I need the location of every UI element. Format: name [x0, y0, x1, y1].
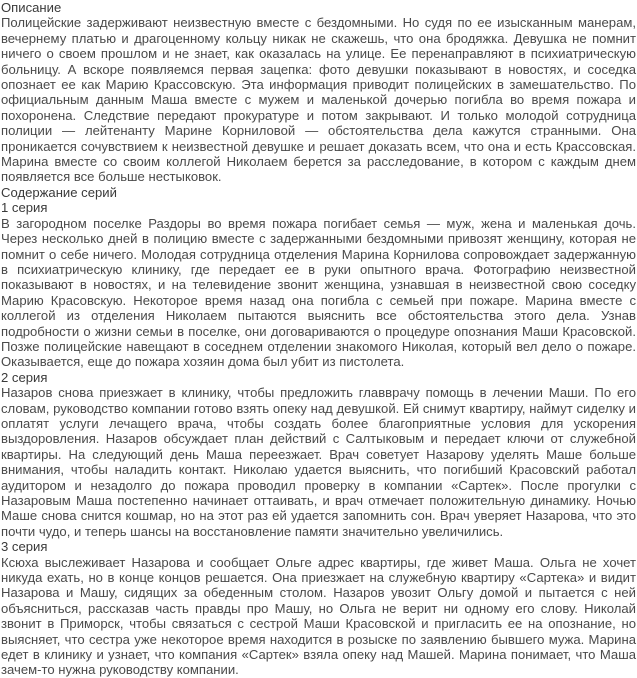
episode-text: Ксюха выслеживает Назарова и сообщает Ольге адрес квартиры, где живет Маша. Ольга не хочет никуда ехать, но в конце концов решается. Она приезжает на служебную квартиру «Сартека» и видит Назарова и Машу, сидящих за обеденным столом. Назаров увозит Ольгу домой и пытается с ней объясниться, рассказав часть правды про Машу, но Ольга не верит ни одному его слову. Николай звонит в Приморск, чтобы связаться с сестрой Маши Красовской и пригласить ее на опознание, но выясняет, что сестра уже некоторое время находится в розыске по заявлению бывшего мужа. Марина едет в клинику и узнает, что компания «Сартек» взяла опеку над Машей. Марина понимает, что Маша зачем-то нужна руководству компании.: [1, 554, 636, 678]
episode-title: 1 серия: [1, 200, 48, 216]
episode-title: 2 серия: [1, 369, 48, 385]
episodes-heading: Содержание серий: [1, 184, 117, 200]
episode-text: В загородном поселке Раздоры во время пожара погибает семья — муж, жена и маленькая дочь. Через несколько дней в полицию вместе с задержанными бездомными привозят женщину, которая не помнит о себе ничего. Молодая сотрудница отделения Марина Корнилова сопровождает задержанную в психиатрическую клинику, где передает ее в руки опытного врача. Фотографию неизвестной показывают в новостях, и на телевидение звонит женщина, узнавшая в неизвестной свою соседку Марию Красовскую. Некоторое время назад она погибла с семьей при пожаре. Марина вместе с коллегой из отделения Николаем пытаются выяснить все обстоятельства этого дела. Узнав подробности о жизни семьи в поселке, они договариваются о процедуре опознания Маши Красовской. Позже полицейские навещают в соседнем отделении знакомого Николая, который вел дело о пожаре. Оказывается, еще до пожара хозяин дома был убит из пистолета.: [1, 215, 636, 370]
episode-1: [1, 200, 636, 369]
episode-text: Назаров снова приезжает в клинику, чтобы предложить главврачу помощь в лечении Маши. По его словам, руководство компании готово взять опеку над девушкой. Ей снимут квартиру, наймут сиделку и оплатят услуги лечащего врача, чтобы создать более благоприятные условия для ускорения выздоровления. Назаров обсуждает план действий с Салтыковым и передает ключи от служебной квартиры. На следующий день Маша переезжает. Врач советует Назарову уделять Маше больше внимания, чтобы наладить контакт. Николаю удается выяснить, что погибший Красовский работал аудитором и незадолго до пожара проводил проверку в компании «Сартек». После прогулки с Назаровым Маша постепенно начинает оттаивать, и врач отмечает положительную динамику. Ночью Маше снова снится кошмар, но на этот раз ей удается запомнить сон. Врач уверяет Назарова, что это почти чудо, и теперь шансы на восстановление памяти значительно увеличились.: [1, 385, 636, 539]
episode-2: [1, 370, 636, 539]
description-text: Полицейские задерживают неизвестную вместе с бездомными. Но судя по ее изысканным манерам, вечернему платью и драгоценному кольцу никак не скажешь, что она бродяжка. Девушка не помнит ничего о своем прошлом и не знает, как оказалась на улице. Ее перенаправляют в психиатрическую больницу. А вскоре появляемся первая зацепка: фото девушки показывают в новостях, и соседка опознает ее как Марию Крассовскую. Эта информация приводит полицейских в замешательство. По официальным данным Маша вместе с мужем и маленькой дочерью погибла во время пожара и похоронена. Следствие передают прокуратуре и потом закрывают. И только молодой сотрудница полиции — лейтенанту Марине Корниловой — обстоятельства дела кажутся странными. Она проникается сочувствием к неизвестной девушке и решает доказать всем, что она и есть Крассовская. Марина вместе со своим коллегой Николаем берется за расследование, в котором с каждым днем появляется все больше нестыковок.: [1, 15, 636, 185]
description-heading: Описание: [1, 0, 62, 15]
episode-title: 3 серия: [1, 539, 48, 555]
episode-3: [1, 539, 636, 678]
